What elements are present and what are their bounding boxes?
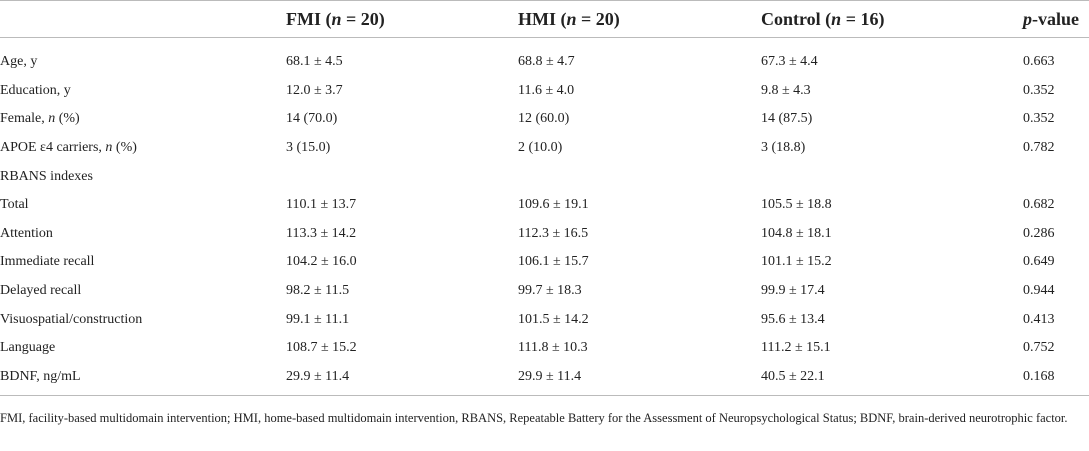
- header-p-suffix: -value: [1032, 8, 1079, 29]
- cell-label: Attention: [0, 225, 53, 241]
- table-footnote: FMI, facility-based multidomain intervention; HMI, home-based multidomain intervention, RBANS, Repeatable Battery for the Assessment of Neuropsychological Status; BDNF, brain-derived neurotrophic factor.: [0, 411, 1068, 425]
- header-control-n: n: [831, 8, 842, 29]
- cell-hmi: 11.6 ± 4.0: [518, 82, 575, 98]
- cell-fmi: 108.7 ± 15.2: [286, 340, 357, 356]
- cell-control: 67.3 ± 4.4: [761, 54, 818, 70]
- cell-p: 0.413: [1023, 311, 1055, 327]
- cell-fmi: 3 (15.0): [286, 140, 331, 156]
- cell-fmi: [286, 162, 518, 191]
- cell-p: 0.352: [1023, 111, 1055, 127]
- cell-p: 0.286: [1023, 225, 1055, 241]
- cell-fmi: 104.2 ± 16.0: [286, 254, 357, 270]
- cell-fmi: 98.2 ± 11.5: [286, 283, 350, 299]
- header-hmi-n: n: [566, 8, 577, 29]
- cell-label: [0, 134, 286, 163]
- table-row: [0, 334, 1089, 363]
- cell-control: 9.8 ± 4.3: [761, 82, 811, 98]
- header-p-italic: p: [1023, 8, 1032, 29]
- table-row: [0, 134, 1089, 163]
- header-control-suffix: = 16): [841, 8, 885, 29]
- cell-p: 0.682: [1023, 197, 1055, 213]
- header-fmi-suffix: = 20): [341, 8, 385, 29]
- cell-control: 101.1 ± 15.2: [761, 254, 832, 270]
- cell-fmi: 110.1 ± 13.7: [286, 197, 357, 213]
- label-n-italic: n: [48, 111, 56, 127]
- cell-hmi: 112.3 ± 16.5: [518, 225, 589, 241]
- cell-control: 95.6 ± 13.4: [761, 311, 825, 327]
- cell-control: 99.9 ± 17.4: [761, 283, 825, 299]
- table-row: [0, 305, 1089, 334]
- cell-control: 14 (87.5): [761, 111, 813, 127]
- header-fmi-prefix: FMI (: [286, 8, 332, 29]
- cell-label: Immediate recall: [0, 254, 95, 270]
- table-row: [0, 105, 1089, 134]
- cell-p: 0.663: [1023, 54, 1055, 70]
- cell-control: 105.5 ± 18.8: [761, 197, 832, 213]
- header-fmi: [286, 1, 518, 38]
- table-row: [0, 248, 1089, 277]
- label-n-italic: n: [105, 140, 113, 156]
- cell-hmi: 68.8 ± 4.7: [518, 54, 575, 70]
- cell-label: RBANS indexes: [0, 168, 93, 184]
- label-text: APOE ε4 carriers,: [0, 140, 106, 156]
- cell-control: [761, 162, 1023, 191]
- cell-p: 0.168: [1023, 363, 1089, 396]
- cell-p: [1023, 162, 1089, 191]
- cell-p: 0.782: [1023, 140, 1055, 156]
- cell-p: 0.649: [1023, 254, 1055, 270]
- cell-fmi: 29.9 ± 11.4: [286, 363, 518, 396]
- cell-label: Total: [0, 197, 29, 213]
- header-control: [761, 1, 1023, 38]
- cell-hmi: 99.7 ± 18.3: [518, 283, 582, 299]
- cell-hmi: 2 (10.0): [518, 140, 563, 156]
- cell-hmi: 109.6 ± 19.1: [518, 197, 589, 213]
- cell-control: 104.8 ± 18.1: [761, 225, 832, 241]
- cell-hmi: 12 (60.0): [518, 111, 570, 127]
- cell-label: Delayed recall: [0, 283, 82, 299]
- table-row: [0, 162, 1089, 191]
- header-control-prefix: Control (: [761, 8, 832, 29]
- cell-label: [0, 105, 286, 134]
- cell-control: 3 (18.8): [761, 140, 806, 156]
- cell-hmi: 106.1 ± 15.7: [518, 254, 589, 270]
- table-row: [0, 38, 1089, 77]
- header-hmi: [518, 1, 761, 38]
- cell-p: 0.352: [1023, 82, 1055, 98]
- cell-fmi: 68.1 ± 4.5: [286, 54, 343, 70]
- header-variable: [0, 1, 286, 38]
- table-row: [0, 363, 1089, 396]
- cell-hmi: 29.9 ± 11.4: [518, 363, 761, 396]
- header-hmi-prefix: HMI (: [518, 8, 567, 29]
- header-fmi-n: n: [331, 8, 342, 29]
- table-row: [0, 77, 1089, 106]
- header-hmi-suffix: = 20): [576, 8, 620, 29]
- header-p-value: [1023, 1, 1089, 38]
- table-header-row: [0, 1, 1089, 38]
- cell-label: Visuospatial/construction: [0, 311, 143, 327]
- cell-label: Language: [0, 340, 56, 356]
- cell-hmi: 111.8 ± 10.3: [518, 340, 588, 356]
- cell-hmi: [518, 162, 761, 191]
- cell-fmi: 12.0 ± 3.7: [286, 82, 343, 98]
- cell-p: 0.944: [1023, 283, 1055, 299]
- cell-label: Age, y: [0, 54, 38, 70]
- cell-fmi: 99.1 ± 11.1: [286, 311, 350, 327]
- cell-p: 0.752: [1023, 340, 1055, 356]
- table-row: [0, 277, 1089, 306]
- label-text-suffix: (%): [112, 140, 137, 156]
- cell-label: BDNF, ng/mL: [0, 363, 286, 396]
- cell-fmi: 14 (70.0): [286, 111, 338, 127]
- table-body: [0, 38, 1089, 396]
- table-row: [0, 220, 1089, 249]
- cell-control: 40.5 ± 22.1: [761, 363, 1023, 396]
- cell-hmi: 101.5 ± 14.2: [518, 311, 589, 327]
- cell-fmi: 113.3 ± 14.2: [286, 225, 357, 241]
- label-text: Female,: [0, 111, 49, 127]
- cell-label: Education, y: [0, 82, 71, 98]
- cell-control: 111.2 ± 15.1: [761, 340, 831, 356]
- label-text-suffix: (%): [55, 111, 80, 127]
- table-row: [0, 191, 1089, 220]
